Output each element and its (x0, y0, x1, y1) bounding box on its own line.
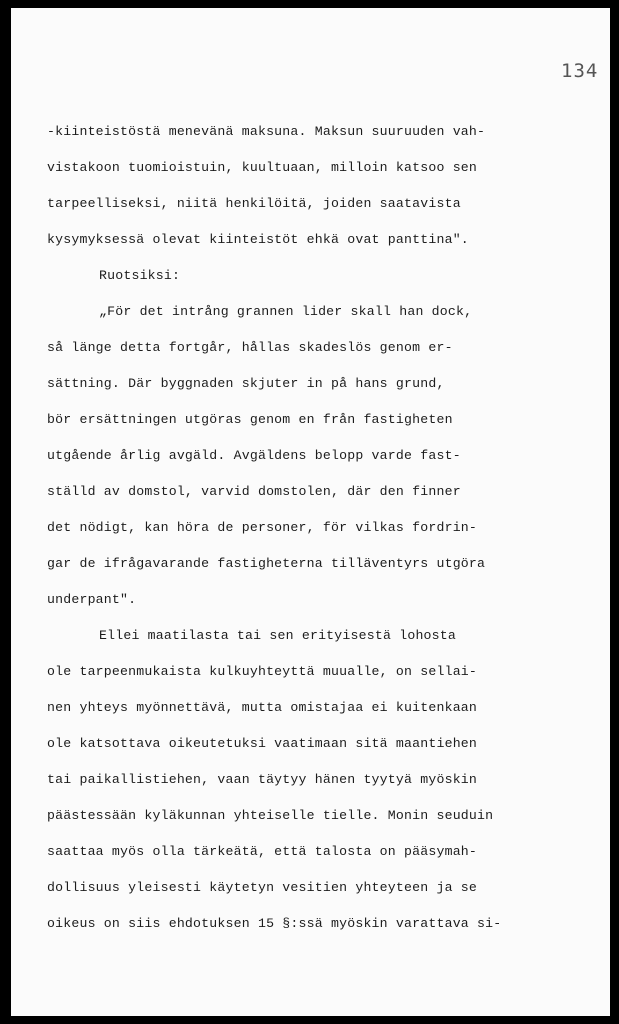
page-number: 134 (561, 60, 599, 82)
text-line: tai paikallistiehen, vaan täytyy hänen tyytyä myöskin (47, 772, 478, 787)
section-heading: Ruotsiksi: (99, 268, 181, 283)
text-line: ställd av domstol, varvid domstolen, där den finner (47, 484, 461, 499)
text-line: gar de ifrågavarande fastigheterna tilläventyrs utgöra (47, 556, 486, 571)
text-line: oikeus on siis ehdotuksen 15 §:ssä myöskin varattava si- (47, 916, 502, 931)
document-page (11, 8, 610, 1016)
text-line: ole katsottava oikeutetuksi vaatimaan sitä maantiehen (47, 736, 478, 751)
text-line: dollisuus yleisesti käytetyn vesitien yhteyteen ja se (47, 880, 478, 895)
text-line: underpant". (47, 592, 137, 607)
text-line: saattaa myös olla tärkeätä, että talosta on pääsymah- (47, 844, 478, 859)
text-line: kysymyksessä olevat kiinteistöt ehkä ovat panttina". (47, 232, 469, 247)
text-line: nen yhteys myönnettävä, mutta omistajaa ei kuitenkaan (47, 700, 478, 715)
text-line: sättning. Där byggnaden skjuter in på hans grund, (47, 376, 445, 391)
text-line: tarpeelliseksi, niitä henkilöitä, joiden saatavista (47, 196, 461, 211)
text-line: utgående årlig avgäld. Avgäldens belopp varde fast- (47, 448, 461, 463)
text-line: ole tarpeenmukaista kulkuyhteyttä muualle, on sellai- (47, 664, 478, 679)
text-line: „För det intrång grannen lider skall han dock, (99, 304, 473, 319)
text-line: Ellei maatilasta tai sen erityisestä lohosta (99, 628, 457, 643)
text-line: det nödigt, kan höra de personer, för vilkas fordrin- (47, 520, 478, 535)
text-line: bör ersättningen utgöras genom en från fastigheten (47, 412, 453, 427)
text-line: vistakoon tuomioistuin, kuultuaan, milloin katsoo sen (47, 160, 478, 175)
text-line: päästessään kyläkunnan yhteiselle tielle. Monin seuduin (47, 808, 494, 823)
text-line: så länge detta fortgår, hållas skadeslös genom er- (47, 340, 453, 355)
text-line: -kiinteistöstä menevänä maksuna. Maksun suuruuden vah- (47, 124, 486, 139)
